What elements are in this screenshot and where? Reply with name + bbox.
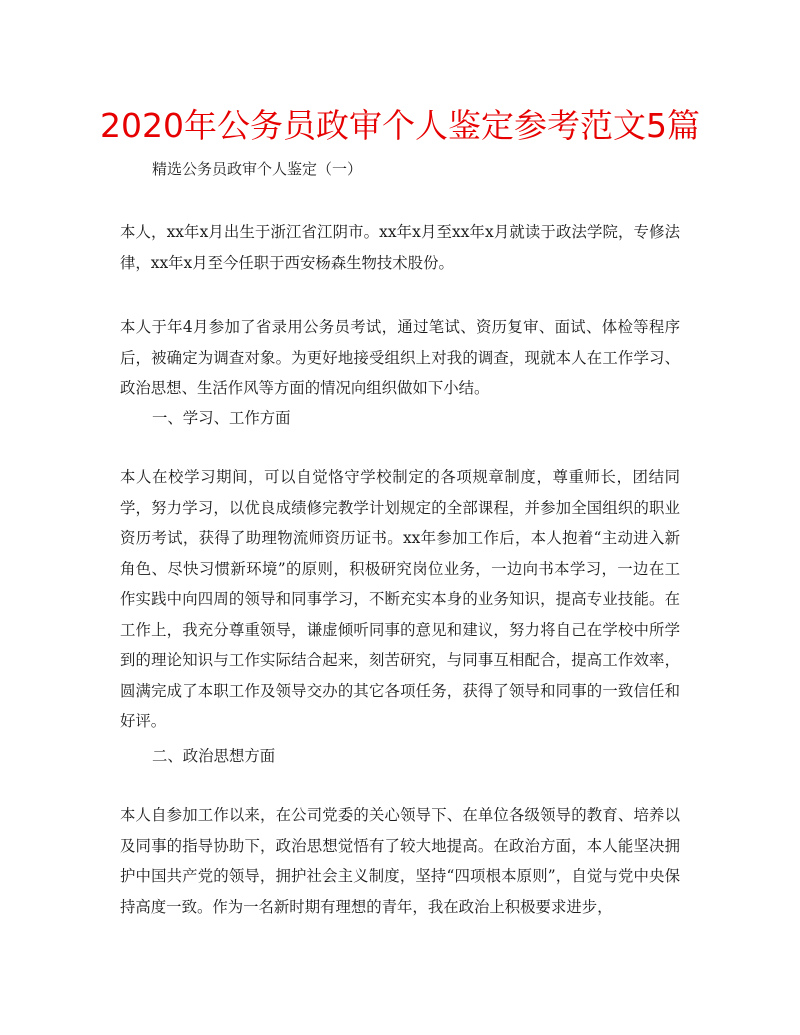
section-heading-study-work: 一、学习、工作方面 — [152, 409, 291, 427]
paragraph-study-work: 本人在校学习期间，可以自觉恪守学校制定的各项规章制度，尊重师长，团结同学，努力学习，以优良成绩修完教学计划规定的全部课程，并参加全国组织的职业资历考试，获得了助理物流师资历证书。xx年参加工作后，本人抱着“主动进入新角色、尽快习惯新环境”的原则，积极研究岗位业务，一边向书本学习，一边在工作实践中向四周的领导和同事学习，不断充实本身的业务知识，提高专业技能。在工作上，我充分尊重领导，谦虚倾听同事的意见和建议，努力将自己在学校中所学到的理论知识与工作实际结合起来，刻苦研究，与同事互相配合，提高工作效率，圆满完成了本职工作及领导交办的其它各项任务，获得了领导和同事的一致信任和好评。 — [120, 468, 680, 730]
document-title: 2020年公务员政审个人鉴定参考范文5篇 — [100, 106, 700, 145]
paragraph-personal-info: 本人，xx年x月出生于浙江省江阴市。xx年x月至xx年x月就读于政法学院，专修法律，xx年x月至今任职于西安杨森生物技术股份。 — [120, 223, 680, 272]
paragraph-exam-intro: 本人于年4月参加了省录用公务员考试，通过笔试、资历复审、面试、体检等程序后，被确定为调查对象。为更好地接受组织上对我的调查，现就本人在工作学习、政治思想、生活作风等方面的情况向组织做如下小结。 — [120, 318, 680, 397]
paragraph-political: 本人自参加工作以来，在公司党委的关心领导下、在单位各级领导的教育、培养以及同事的指导协助下，政治思想觉悟有了较大地提高。在政治方面，本人能坚决拥护中国共产党的领导，拥护社会主义制度，坚持“四项根本原则”，自觉与党中央保持高度一致。作为一名新时期有理想的青年，我在政治上积极要求进步， — [120, 806, 680, 916]
document-subtitle: 精选公务员政审个人鉴定（一） — [152, 160, 363, 178]
section-heading-political: 二、政治思想方面 — [152, 747, 276, 765]
